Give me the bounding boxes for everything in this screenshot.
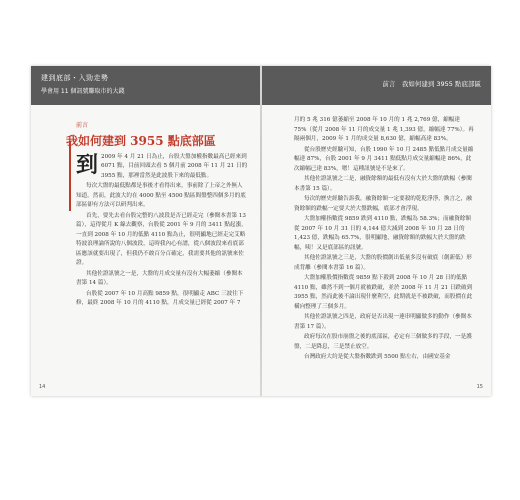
open-book <box>31 66 491 396</box>
page-number-right: 15 <box>476 384 483 390</box>
paragraph: 其他佐證訊號之一是，大盤的月成交量有沒有大幅萎縮（參閱本書第 14 篇）。 <box>76 270 243 286</box>
paragraph: 從台股歷史經驗可知，台股 1990 年 10 月 2485 點低點月成交量縮幅達 87%，台股 2001 年 9 月 3411 點低點月成交量縮幅達 86%，此次縮幅已達 83%，嗯！這種訊號是不是來了。 <box>294 146 474 172</box>
right-page-header <box>262 66 491 105</box>
drop-cap: 到 <box>76 151 99 178</box>
book-subtitle: 學會用 11 個訊號賺取市的大錢 <box>41 88 125 95</box>
book-spine <box>260 66 262 396</box>
paragraph: 每次的歷史經驗告訴我，融資餘額一定要殺的乾乾淨淨，換言之，融資餘額的跌幅一定要大於大盤跌幅，底部才會浮現。 <box>294 196 472 212</box>
paragraph: 其他佐證訊號之二是，融資餘額的最低有沒有大於大盤的跌幅（參閱本書第 15 篇）。 <box>294 176 472 192</box>
section-label: 前言 <box>76 122 89 129</box>
paragraph: 大盤加權指數從 9859 跌到 4110 點，跌幅為 58.3%；而融資餘額從 2007 年 10 月 31 日的 4,144 億大減到 2008 年 10 月 28 日的 1,423 億，跌幅為 65.7%，很明顯地，融資餘額的跌幅大於大盤的跌幅，咦！又是底部區的訊號。 <box>294 216 472 251</box>
chapter-title: 我如何建到 3955 點底部區 <box>66 133 216 148</box>
paragraph: 到 2009 年 4 月 21 日為止，台股大盤加權指數最高已經來到 6071 點，目前回頭去看 5 個月前 2008 年 11 月 21 日的 3955 點，那裡當然是此波股下來的最低點。 <box>76 151 248 179</box>
left-page-body <box>66 121 248 310</box>
paragraph: 其他佐證訊號之四是，政府是否出現一連串明顯做多的動作（參閱本書第 17 篇）。 <box>294 314 472 330</box>
paragraph: 大盤加權股價指數從 9859 點下殺到 2008 年 10 月 28 日的低點 4110 點，雖然不到一個月就被跌破，並於 2008 年 11 月 21 日跌破到 3955 點，然而此後不論出現什麼利空，此期就是不被跌破，而股價在此橫向整理了三個多月。 <box>294 275 473 310</box>
paragraph: 台股從 2007 年 10 月高點 9859 點，很明顯走 ABC 三波往下修，最終 2008 年 10 月的 4110 點，月成交量已經從 2007 年 7 <box>76 290 244 306</box>
paragraph: 月的 5 兆 316 億萎縮至 2008 年 10 月的 1 兆 2,769 億，縮幅達 75%（從月 2008 年 11 月的成交量 1 兆 1,393 億，縮幅達 77%）。再隔兩個月，2009 年 1 月的成交量 8,630 億，縮幅高達 83%。 <box>294 117 474 142</box>
title-accent-rule <box>69 141 71 211</box>
paragraph: 政府每次在股市崩盤之後的底部區，必定有三個做多的手段，一是護盤，二是降息，三是禁止放空。 <box>294 334 472 350</box>
chapter-running-title: 前言 我如何建到 3955 點底部區 <box>382 80 481 88</box>
right-page-body <box>294 116 474 364</box>
left-page-header <box>31 66 260 105</box>
page-number-left: 14 <box>39 384 46 390</box>
paragraph: 台灣政府大約是從大盤指數跌到 5500 點左右，由國安基金 <box>304 354 451 360</box>
paragraph: 其他佐證訊號之三是，大盤的股價創出低量多沒有破底（創新低）形成背離（參閱本書第 16 篇）。 <box>294 255 472 271</box>
paragraph: 每次大盤的最低點都是事後才看得出來，事前除了上帝之外無人知道。然而，此波大約在 4000 點至 4500 點區間盤整四個多月的底部區卻有方法可以研判出來。 <box>76 183 246 208</box>
paragraph: 首先，要先去看台股完整的八波段是否已經走完（參閱本書第 13 篇），這得從月 K 線去觀察，台股從 2001 年 9 月的 3411 點起漲，一直到 2008 年 10 月的低點 4110 點為止，很明顯地已經走完艾略特波浪理論所說的八個波段，這時我內心有譜，從八個波段來看底部區應該就要出現了，但我仍不敢百分百確定，我需要其他的訊號來佐證。 <box>76 212 247 266</box>
book-title: 建到底部・入勁走勢 <box>41 74 109 82</box>
